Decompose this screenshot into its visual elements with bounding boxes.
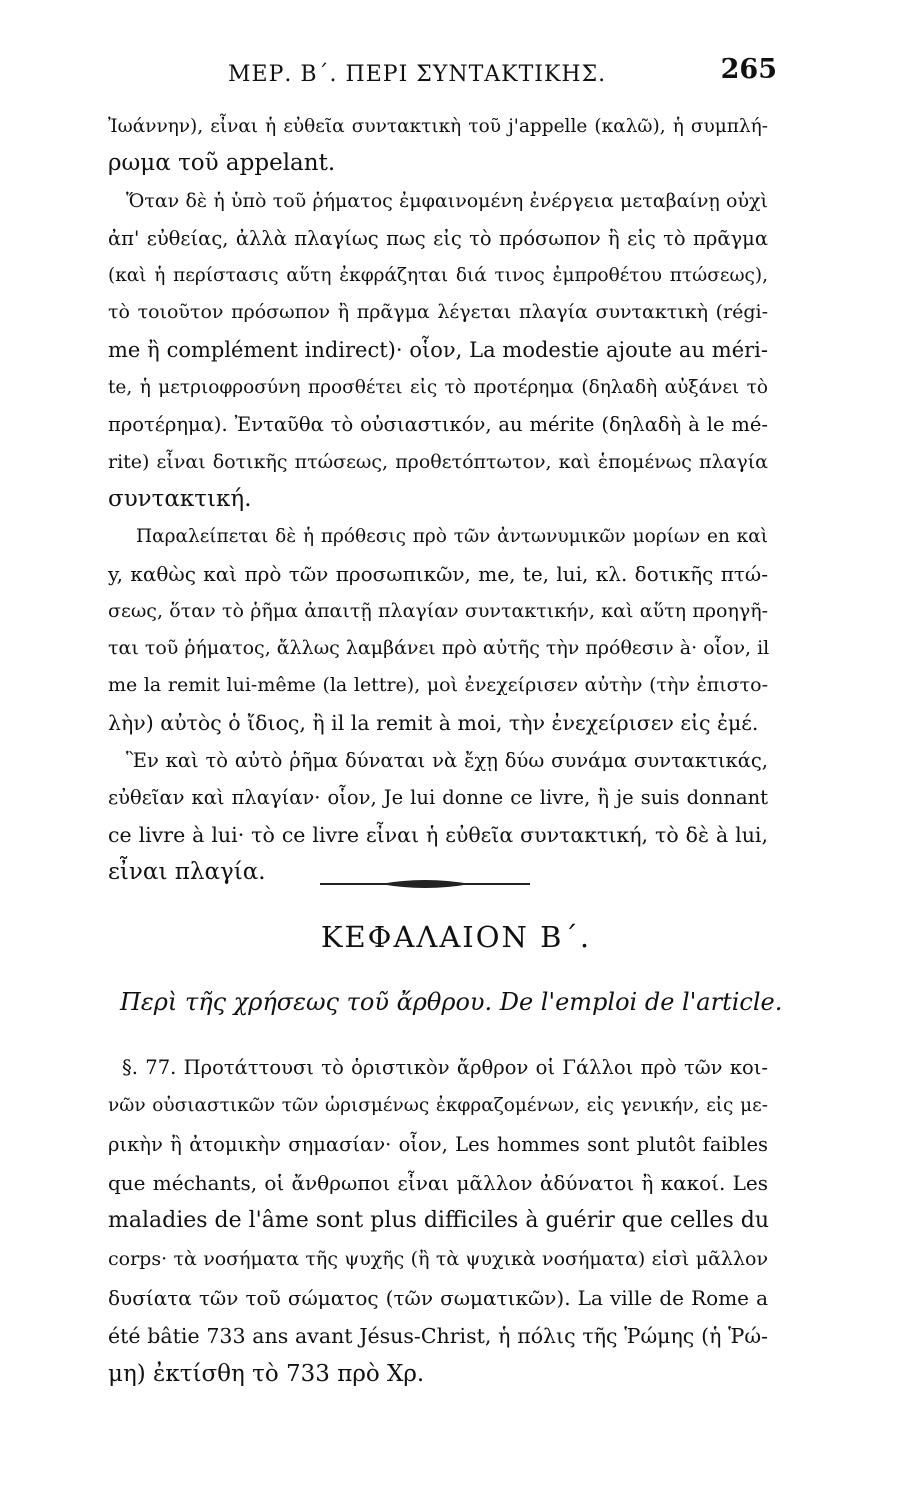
text-line: εὐθεῖαν καὶ πλαγίαν· οἷον, Je lui donne ce livre, ἢ je suis donnant: [108, 786, 768, 810]
text-line: τὸ τοιοῦτον πρόσωπον ἢ πρᾶγμα λέγεται πλαγία συντακτικὴ (régi-: [108, 301, 768, 324]
text-line: ἀπ' εὐθείας, ἀλλὰ πλαγίως πως εἰς τὸ πρόσωπον ἢ εἰς τὸ πρᾶγμα: [108, 226, 768, 250]
text-line: νῶν οὐσιαστικῶν τῶν ὡρισμένως ἐκφραζομένων, εἰς γενικήν, εἰς με-: [108, 1095, 768, 1117]
text-line: rite) εἶναι δοτικῆς πτώσεως, προθετόπτωτον, καὶ ἑπομένως πλαγία: [108, 450, 768, 473]
text-line: Ὅταν δὲ ἡ ὑπὸ τοῦ ῥήματος ἐμφαινομένη ἐνέργεια μεταβαίνῃ οὐχὶ: [126, 189, 768, 212]
page-number: 265: [720, 54, 777, 85]
text-line: Ἓν καὶ τὸ αὐτὸ ῥῆμα δύναται νὰ ἔχῃ δύω συνάμα συντακτικάς,: [126, 749, 768, 773]
paragraph-omission: [108, 518, 768, 742]
running-head: ΜΕΡ. Β΄. ΠΕΡΙ ΣΥΝΤΑΚΤΙΚΗΣ.: [228, 62, 607, 87]
text-line: προτέρημα). Ἐνταῦθα τὸ οὐσιαστικόν, au mérite (δηλαδὴ à le mé-: [108, 413, 768, 437]
paragraph-double-object: [108, 742, 768, 891]
text-line: maladies de l'âme sont plus difficiles à guérir que celles du: [108, 1208, 769, 1234]
paragraph-continuation: [108, 108, 768, 183]
chapter-title: ΚΕΦΑΛΑΙΟΝ Β΄.: [320, 920, 592, 954]
text-line: (καὶ ἡ περίστασις αὕτη ἐκφράζηται διά τινος ἐμπροθέτου πτώσεως),: [108, 265, 768, 287]
chapter-subtitle: Περὶ τῆς χρήσεως τοῦ ἄρθρου. De l'emploi de l'article.: [120, 988, 783, 1016]
text-line: Ἰωάννην), εἶναι ἡ εὐθεῖα συντακτικὴ τοῦ j'appelle (καλῶ), ἡ συμπλή-: [108, 116, 768, 137]
ornamental-rule-icon: [320, 877, 530, 891]
text-line: te, ἡ μετριοφροσύνη προσθέτει εἰς τὸ προτέρημα (δηλαδὴ αὐξάνει τὸ: [108, 377, 768, 399]
text-line: me la remit lui-même (la lettre), μοὶ ἐνεχείρισεν αὐτὴν (τὴν ἐπιστο-: [108, 674, 768, 697]
text-line: Παραλείπεται δὲ ἡ πρόθεσις πρὸ τῶν ἀντωνυμικῶν μορίων en καὶ: [136, 526, 768, 548]
text-line: y, καθὼς καὶ πρὸ τῶν προσωπικῶν, me, te, lui, κλ. δοτικῆς πτώ-: [108, 561, 768, 586]
text-line: μη) ἐκτίσθη τὸ 733 πρὸ Χρ.: [108, 1361, 425, 1388]
paragraph-section-77: [108, 1049, 768, 1394]
ornamental-rule: [320, 876, 530, 890]
paragraph-indirect-object: [108, 183, 768, 519]
text-line: λὴν) αὐτὸς ὁ ἴδιος, ἢ il la remit à moi, τὴν ἐνεχείρισεν εἰς ἐμέ.: [108, 710, 759, 735]
page-header: [120, 54, 777, 100]
text-line: été bâtie 733 ans avant Jésus-Christ, ἡ πόλις τῆς Ῥώμης (ἡ Ῥώ-: [108, 1324, 768, 1349]
text-line: εἶναι πλαγία.: [108, 858, 266, 885]
text-line: ρικὴν ἢ ἀτομικὴν σημασίαν· οἷον, Les hommes sont plutôt faibles: [108, 1132, 768, 1156]
text-line: que méchants, οἱ ἄνθρωποι εἶναι μᾶλλον ἀδύνατοι ἢ κακοί. Les: [108, 1170, 768, 1195]
text-line: ται τοῦ ῥήματος, ἄλλως λαμβάνει πρὸ αὐτῆς τὴν πρόθεσιν à· οἷον, il: [108, 637, 770, 660]
text-line: me ἢ complément indirect)· οἷον, La modestie ajoute au méri-: [108, 337, 768, 362]
text-line: δυσίατα τῶν τοῦ σώματος (τῶν σωματικῶν). La ville de Rome a: [108, 1285, 768, 1310]
body-text-block-one: [108, 108, 768, 891]
text-line: συντακτική.: [108, 485, 252, 512]
text-line: §. 77. Προτάττουσι τὸ ὁριστικὸν ἄρθρον οἱ Γάλλοι πρὸ τῶν κοι-: [122, 1056, 768, 1079]
text-line: ρωμα τοῦ appelant.: [108, 150, 336, 177]
text-line: corps· τὰ νοσήματα τῆς ψυχῆς (ἢ τὰ ψυχικὰ νοσήματα) εἰσὶ μᾶλλον: [108, 1248, 768, 1271]
body-text-block-two: [108, 1049, 768, 1394]
text-line: ce livre à lui· τὸ ce livre εἶναι ἡ εὐθεῖα συντακτική, τὸ δὲ à lui,: [108, 822, 768, 847]
text-line: σεως, ὅταν τὸ ῥῆμα ἀπαιτῇ πλαγίαν συντακτικήν, καὶ αὕτη προηγῆ-: [108, 599, 768, 622]
